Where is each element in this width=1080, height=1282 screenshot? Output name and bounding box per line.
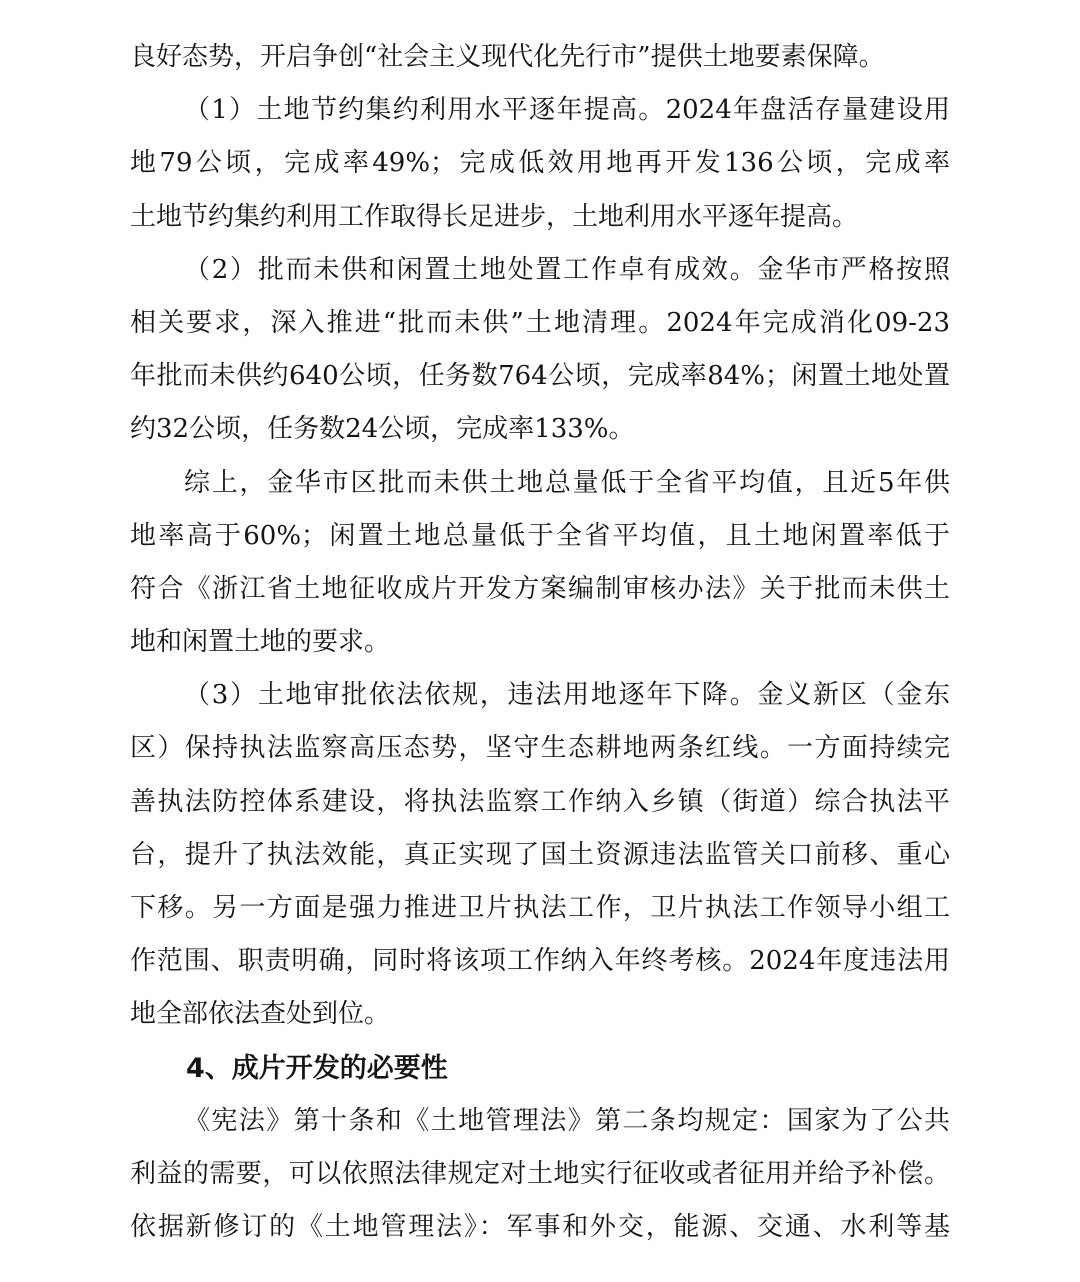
text-line: 地和闲置土地的要求。 bbox=[130, 627, 391, 658]
text-line: （2）批而未供和闲置土地处置工作卓有成效。金华市严格按照 bbox=[184, 254, 950, 285]
text-line: （1）土地节约集约利用水平逐年提高。2024年盘活存量建设用 bbox=[184, 95, 950, 126]
text-line: 台，提升了执法效能，真正实现了国土资源违法监管关口前移、重心 bbox=[130, 839, 950, 870]
text-line: 良好态势，开启争创“社会主义现代化先行市”提供土地要素保障。 bbox=[130, 42, 885, 72]
text-line: 地79公顷，完成率49%；完成低效用地再开发136公顷，完成率 bbox=[130, 148, 950, 179]
paragraph bbox=[0, 1095, 1080, 1255]
text-line: 下移。另一方面是强力推进卫片执法工作，卫片执法工作领导小组工 bbox=[130, 893, 950, 923]
text-line: 《宪法》第十条和《土地管理法》第二条均规定：国家为了公共 bbox=[184, 1105, 950, 1136]
text-line: 土地节约集约利用工作取得长足进步，土地利用水平逐年提高。 bbox=[130, 201, 859, 232]
text-line: （3）土地审批依法依规，违法用地逐年下降。金义新区（金东 bbox=[184, 680, 950, 711]
paragraph bbox=[0, 457, 1080, 670]
text-line: 约32公顷，任务数24公顷，完成率133%。 bbox=[130, 414, 635, 445]
text-line: 依据新修订的《土地管理法》：军事和外交，能源、交通、水利等基 bbox=[130, 1212, 950, 1243]
text-line: 地全部依法查处到位。 bbox=[130, 999, 391, 1030]
paragraph bbox=[0, 244, 1080, 457]
section-heading: 4、成片开发的必要性 bbox=[186, 1052, 448, 1084]
paragraph bbox=[0, 669, 1080, 1041]
text-line: 利益的需要，可以依照法律规定对土地实行征收或者征用并给予补偿。 bbox=[130, 1158, 950, 1189]
text-line: 年批而未供约640公顷，任务数764公顷，完成率84%；闲置土地处置 bbox=[130, 361, 950, 392]
text-line: 地率高于60%；闲置土地总量低于全省平均值，且土地闲置率低于 bbox=[130, 520, 950, 551]
text-line: 善执法防控体系建设，将执法监察工作纳入乡镇（街道）综合执法平 bbox=[130, 786, 950, 817]
text-line: 符合《浙江省土地征收成片开发方案编制审核办法》关于批而未供土 bbox=[130, 573, 950, 604]
text-line: 区）保持执法监察高压态势，坚守生态耕地两条红线。一方面持续完 bbox=[130, 733, 950, 764]
paragraph bbox=[0, 84, 1080, 244]
text-line: 综上，金华市区批而未供土地总量低于全省平均值，且近5年供 bbox=[184, 467, 950, 498]
text-line: 相关要求，深入推进“批而未供”土地清理。2024年完成消化09-23 bbox=[130, 307, 950, 338]
paragraph bbox=[0, 31, 1080, 84]
text-line: 作范围、职责明确，同时将该项工作纳入年终考核。2024年度违法用 bbox=[130, 946, 950, 977]
